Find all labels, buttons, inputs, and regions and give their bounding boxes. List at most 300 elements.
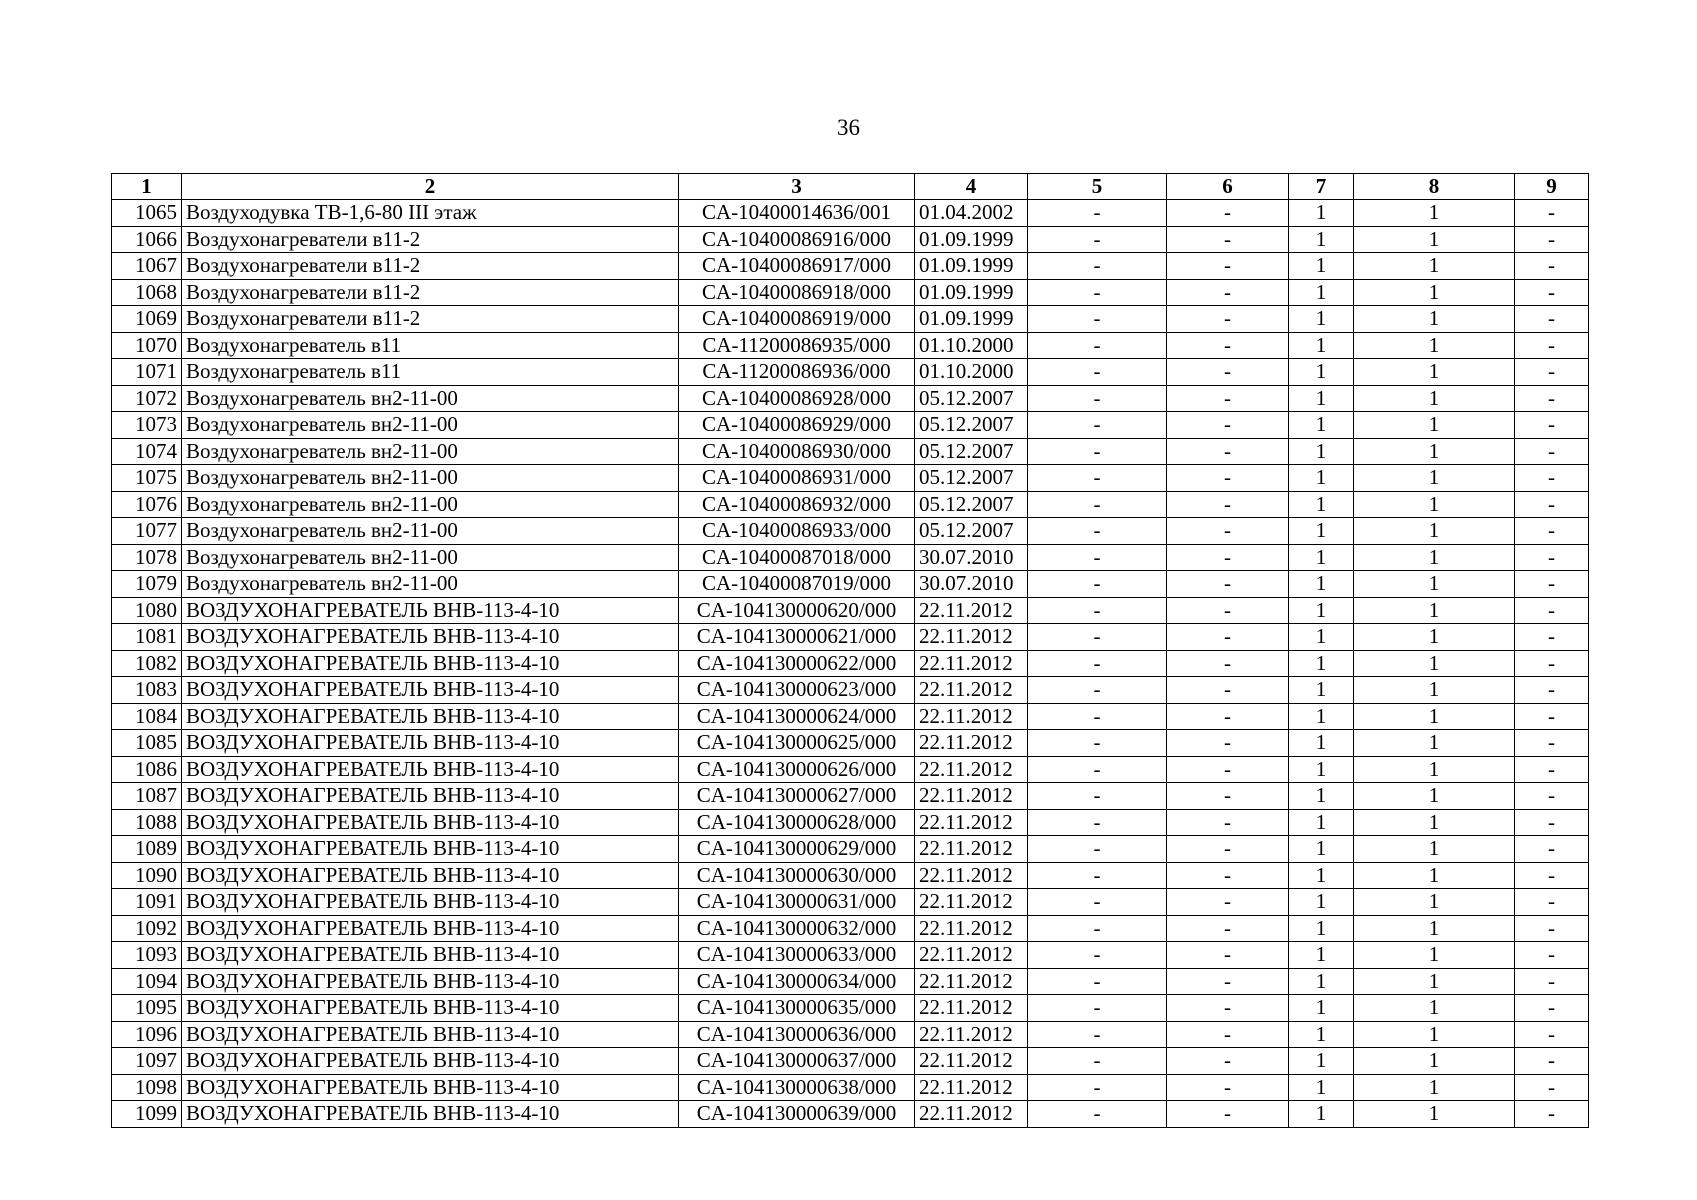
- col9-cell: -: [1515, 942, 1589, 969]
- col9-cell: -: [1515, 703, 1589, 730]
- inventory-code: CA-104130000635/000: [679, 995, 915, 1022]
- col7-cell: 1: [1289, 995, 1354, 1022]
- col6-cell: -: [1167, 438, 1289, 465]
- col5-cell: -: [1028, 968, 1167, 995]
- col5-cell: -: [1028, 200, 1167, 227]
- col6-cell: -: [1167, 756, 1289, 783]
- col5-cell: -: [1028, 412, 1167, 439]
- inventory-code: CA-104130000627/000: [679, 783, 915, 810]
- col8-cell: 1: [1354, 650, 1515, 677]
- item-name: ВОЗДУХОНАГРЕВАТЕЛЬ ВНВ-113-4-10: [182, 995, 679, 1022]
- col6-cell: -: [1167, 491, 1289, 518]
- col5-cell: -: [1028, 253, 1167, 280]
- row-number: 1077: [112, 518, 182, 545]
- row-number: 1080: [112, 597, 182, 624]
- col9-cell: -: [1515, 385, 1589, 412]
- row-number: 1078: [112, 544, 182, 571]
- col5-cell: -: [1028, 465, 1167, 492]
- col8-cell: 1: [1354, 1074, 1515, 1101]
- table-row: [112, 703, 1589, 730]
- col7-cell: 1: [1289, 438, 1354, 465]
- inventory-code: CA-10400086919/000: [679, 306, 915, 333]
- col9-cell: -: [1515, 279, 1589, 306]
- col9-cell: -: [1515, 597, 1589, 624]
- date-cell: 22.11.2012: [915, 703, 1028, 730]
- col5-cell: -: [1028, 518, 1167, 545]
- col9-cell: -: [1515, 968, 1589, 995]
- row-number: 1065: [112, 200, 182, 227]
- col9-cell: -: [1515, 306, 1589, 333]
- col8-cell: 1: [1354, 968, 1515, 995]
- col8-cell: 1: [1354, 889, 1515, 916]
- col9-cell: -: [1515, 571, 1589, 598]
- col9-cell: -: [1515, 677, 1589, 704]
- row-number: 1087: [112, 783, 182, 810]
- col5-cell: -: [1028, 650, 1167, 677]
- col7-cell: 1: [1289, 359, 1354, 386]
- table-row: [112, 624, 1589, 651]
- col6-cell: -: [1167, 915, 1289, 942]
- table-row: [112, 359, 1589, 386]
- table-row: [112, 730, 1589, 757]
- col9-cell: -: [1515, 332, 1589, 359]
- date-cell: 22.11.2012: [915, 1101, 1028, 1128]
- col7-cell: 1: [1289, 809, 1354, 836]
- table-row: [112, 809, 1589, 836]
- col6-cell: -: [1167, 730, 1289, 757]
- col6-cell: -: [1167, 942, 1289, 969]
- row-number: 1075: [112, 465, 182, 492]
- col7-cell: 1: [1289, 677, 1354, 704]
- row-number: 1086: [112, 756, 182, 783]
- row-number: 1074: [112, 438, 182, 465]
- date-cell: 01.04.2002: [915, 200, 1028, 227]
- col7-cell: 1: [1289, 1048, 1354, 1075]
- col9-cell: -: [1515, 438, 1589, 465]
- column-header: 1: [112, 174, 182, 200]
- table-row: [112, 915, 1589, 942]
- item-name: ВОЗДУХОНАГРЕВАТЕЛЬ ВНВ-113-4-10: [182, 942, 679, 969]
- col6-cell: -: [1167, 889, 1289, 916]
- col9-cell: -: [1515, 756, 1589, 783]
- row-number: 1066: [112, 226, 182, 253]
- table-body: [112, 200, 1589, 1128]
- col7-cell: 1: [1289, 279, 1354, 306]
- table-row: [112, 836, 1589, 863]
- inventory-code: CA-104130000632/000: [679, 915, 915, 942]
- item-name: ВОЗДУХОНАГРЕВАТЕЛЬ ВНВ-113-4-10: [182, 968, 679, 995]
- date-cell: 22.11.2012: [915, 809, 1028, 836]
- row-number: 1092: [112, 915, 182, 942]
- col8-cell: 1: [1354, 677, 1515, 704]
- col9-cell: -: [1515, 889, 1589, 916]
- col8-cell: 1: [1354, 836, 1515, 863]
- col9-cell: -: [1515, 783, 1589, 810]
- date-cell: 01.09.1999: [915, 279, 1028, 306]
- col5-cell: -: [1028, 862, 1167, 889]
- col7-cell: 1: [1289, 1021, 1354, 1048]
- col9-cell: -: [1515, 200, 1589, 227]
- inventory-code: CA-104130000634/000: [679, 968, 915, 995]
- table-row: [112, 279, 1589, 306]
- table-row: [112, 1048, 1589, 1075]
- col8-cell: 1: [1354, 279, 1515, 306]
- row-number: 1099: [112, 1101, 182, 1128]
- col9-cell: -: [1515, 465, 1589, 492]
- col8-cell: 1: [1354, 306, 1515, 333]
- inventory-code: CA-104130000637/000: [679, 1048, 915, 1075]
- col6-cell: -: [1167, 862, 1289, 889]
- col6-cell: -: [1167, 1021, 1289, 1048]
- table-row: [112, 332, 1589, 359]
- item-name: Воздухонагреватель вн2-11-00: [182, 518, 679, 545]
- col5-cell: -: [1028, 677, 1167, 704]
- date-cell: 22.11.2012: [915, 756, 1028, 783]
- date-cell: 22.11.2012: [915, 968, 1028, 995]
- col5-cell: -: [1028, 836, 1167, 863]
- date-cell: 05.12.2007: [915, 438, 1028, 465]
- col6-cell: -: [1167, 544, 1289, 571]
- col8-cell: 1: [1354, 1101, 1515, 1128]
- col9-cell: -: [1515, 226, 1589, 253]
- table-row: [112, 597, 1589, 624]
- inventory-code: CA-10400086918/000: [679, 279, 915, 306]
- row-number: 1089: [112, 836, 182, 863]
- date-cell: 01.09.1999: [915, 226, 1028, 253]
- col5-cell: -: [1028, 703, 1167, 730]
- col8-cell: 1: [1354, 571, 1515, 598]
- col8-cell: 1: [1354, 226, 1515, 253]
- table-row: [112, 571, 1589, 598]
- row-number: 1091: [112, 889, 182, 916]
- col5-cell: -: [1028, 624, 1167, 651]
- inventory-code: CA-10400086930/000: [679, 438, 915, 465]
- col7-cell: 1: [1289, 518, 1354, 545]
- date-cell: 22.11.2012: [915, 862, 1028, 889]
- col8-cell: 1: [1354, 597, 1515, 624]
- inventory-code: CA-104130000622/000: [679, 650, 915, 677]
- col9-cell: -: [1515, 1074, 1589, 1101]
- col8-cell: 1: [1354, 200, 1515, 227]
- item-name: Воздухонагреватели в11-2: [182, 279, 679, 306]
- col8-cell: 1: [1354, 756, 1515, 783]
- item-name: Воздухонагреватель в11: [182, 359, 679, 386]
- col6-cell: -: [1167, 677, 1289, 704]
- col6-cell: -: [1167, 465, 1289, 492]
- date-cell: 22.11.2012: [915, 915, 1028, 942]
- col5-cell: -: [1028, 306, 1167, 333]
- column-header: 8: [1354, 174, 1515, 200]
- table-row: [112, 783, 1589, 810]
- col8-cell: 1: [1354, 491, 1515, 518]
- item-name: ВОЗДУХОНАГРЕВАТЕЛЬ ВНВ-113-4-10: [182, 703, 679, 730]
- column-header: 9: [1515, 174, 1589, 200]
- column-header: 7: [1289, 174, 1354, 200]
- page-number: 36: [837, 115, 860, 140]
- row-number: 1096: [112, 1021, 182, 1048]
- col5-cell: -: [1028, 1074, 1167, 1101]
- column-header: 3: [679, 174, 915, 200]
- col5-cell: -: [1028, 491, 1167, 518]
- col8-cell: 1: [1354, 544, 1515, 571]
- inventory-code: CA-104130000629/000: [679, 836, 915, 863]
- table-row: [112, 544, 1589, 571]
- col7-cell: 1: [1289, 1074, 1354, 1101]
- inventory-code: CA-104130000628/000: [679, 809, 915, 836]
- col7-cell: 1: [1289, 544, 1354, 571]
- inventory-code: CA-11200086935/000: [679, 332, 915, 359]
- inventory-code: CA-10400086931/000: [679, 465, 915, 492]
- item-name: Воздухонагреватели в11-2: [182, 306, 679, 333]
- inventory-code: CA-10400014636/001: [679, 200, 915, 227]
- col8-cell: 1: [1354, 915, 1515, 942]
- col5-cell: -: [1028, 1021, 1167, 1048]
- col6-cell: -: [1167, 703, 1289, 730]
- table-row: [112, 677, 1589, 704]
- date-cell: 22.11.2012: [915, 995, 1028, 1022]
- table-row: [112, 200, 1589, 227]
- row-number: 1093: [112, 942, 182, 969]
- inventory-code: CA-10400086932/000: [679, 491, 915, 518]
- table-row: [112, 1074, 1589, 1101]
- col7-cell: 1: [1289, 730, 1354, 757]
- col7-cell: 1: [1289, 200, 1354, 227]
- col8-cell: 1: [1354, 359, 1515, 386]
- col5-cell: -: [1028, 544, 1167, 571]
- col7-cell: 1: [1289, 597, 1354, 624]
- col5-cell: -: [1028, 359, 1167, 386]
- col7-cell: 1: [1289, 650, 1354, 677]
- inventory-code: CA-104130000636/000: [679, 1021, 915, 1048]
- row-number: 1071: [112, 359, 182, 386]
- date-cell: 01.09.1999: [915, 253, 1028, 280]
- table-row: [112, 226, 1589, 253]
- col5-cell: -: [1028, 279, 1167, 306]
- inventory-code: CA-10400087018/000: [679, 544, 915, 571]
- col9-cell: -: [1515, 862, 1589, 889]
- col9-cell: -: [1515, 995, 1589, 1022]
- table-row: [112, 412, 1589, 439]
- col6-cell: -: [1167, 571, 1289, 598]
- column-header: 2: [182, 174, 679, 200]
- table-row: [112, 306, 1589, 333]
- col6-cell: -: [1167, 597, 1289, 624]
- col6-cell: -: [1167, 200, 1289, 227]
- item-name: Воздухонагреватели в11-2: [182, 253, 679, 280]
- col6-cell: -: [1167, 226, 1289, 253]
- date-cell: 22.11.2012: [915, 942, 1028, 969]
- table-row: [112, 518, 1589, 545]
- row-number: 1082: [112, 650, 182, 677]
- col6-cell: -: [1167, 624, 1289, 651]
- col8-cell: 1: [1354, 783, 1515, 810]
- col9-cell: -: [1515, 624, 1589, 651]
- row-number: 1084: [112, 703, 182, 730]
- col8-cell: 1: [1354, 1021, 1515, 1048]
- col5-cell: -: [1028, 783, 1167, 810]
- table-row: [112, 650, 1589, 677]
- row-number: 1068: [112, 279, 182, 306]
- inventory-code: CA-104130000630/000: [679, 862, 915, 889]
- col5-cell: -: [1028, 942, 1167, 969]
- date-cell: 01.10.2000: [915, 332, 1028, 359]
- inventory-code: CA-104130000621/000: [679, 624, 915, 651]
- col6-cell: -: [1167, 332, 1289, 359]
- col6-cell: -: [1167, 783, 1289, 810]
- col5-cell: -: [1028, 438, 1167, 465]
- col6-cell: -: [1167, 412, 1289, 439]
- col7-cell: 1: [1289, 783, 1354, 810]
- inventory-code: CA-10400086933/000: [679, 518, 915, 545]
- inventory-code: CA-104130000638/000: [679, 1074, 915, 1101]
- inventory-code: CA-104130000620/000: [679, 597, 915, 624]
- table-row: [112, 465, 1589, 492]
- item-name: ВОЗДУХОНАГРЕВАТЕЛЬ ВНВ-113-4-10: [182, 915, 679, 942]
- col9-cell: -: [1515, 1101, 1589, 1128]
- item-name: ВОЗДУХОНАГРЕВАТЕЛЬ ВНВ-113-4-10: [182, 783, 679, 810]
- row-number: 1095: [112, 995, 182, 1022]
- row-number: 1079: [112, 571, 182, 598]
- col7-cell: 1: [1289, 332, 1354, 359]
- date-cell: 05.12.2007: [915, 465, 1028, 492]
- item-name: ВОЗДУХОНАГРЕВАТЕЛЬ ВНВ-113-4-10: [182, 597, 679, 624]
- col6-cell: -: [1167, 995, 1289, 1022]
- table-row: [112, 438, 1589, 465]
- col5-cell: -: [1028, 332, 1167, 359]
- inventory-code: CA-11200086936/000: [679, 359, 915, 386]
- item-name: ВОЗДУХОНАГРЕВАТЕЛЬ ВНВ-113-4-10: [182, 677, 679, 704]
- inventory-code: CA-10400086917/000: [679, 253, 915, 280]
- item-name: Воздухонагреватель вн2-11-00: [182, 412, 679, 439]
- inventory-code: CA-104130000639/000: [679, 1101, 915, 1128]
- item-name: Воздухонагреватель в11: [182, 332, 679, 359]
- col7-cell: 1: [1289, 306, 1354, 333]
- row-number: 1090: [112, 862, 182, 889]
- col5-cell: -: [1028, 1048, 1167, 1075]
- col8-cell: 1: [1354, 438, 1515, 465]
- inventory-code: CA-10400086929/000: [679, 412, 915, 439]
- date-cell: 22.11.2012: [915, 597, 1028, 624]
- col8-cell: 1: [1354, 862, 1515, 889]
- col6-cell: -: [1167, 1074, 1289, 1101]
- col9-cell: -: [1515, 544, 1589, 571]
- col7-cell: 1: [1289, 889, 1354, 916]
- col9-cell: -: [1515, 1021, 1589, 1048]
- inventory-code: CA-10400086916/000: [679, 226, 915, 253]
- row-number: 1088: [112, 809, 182, 836]
- col5-cell: -: [1028, 226, 1167, 253]
- item-name: ВОЗДУХОНАГРЕВАТЕЛЬ ВНВ-113-4-10: [182, 1074, 679, 1101]
- item-name: ВОЗДУХОНАГРЕВАТЕЛЬ ВНВ-113-4-10: [182, 624, 679, 651]
- col9-cell: -: [1515, 809, 1589, 836]
- column-header: 6: [1167, 174, 1289, 200]
- date-cell: 22.11.2012: [915, 1021, 1028, 1048]
- col8-cell: 1: [1354, 995, 1515, 1022]
- inventory-code: CA-104130000624/000: [679, 703, 915, 730]
- col7-cell: 1: [1289, 756, 1354, 783]
- col8-cell: 1: [1354, 412, 1515, 439]
- date-cell: 22.11.2012: [915, 624, 1028, 651]
- row-number: 1094: [112, 968, 182, 995]
- date-cell: 22.11.2012: [915, 730, 1028, 757]
- item-name: ВОЗДУХОНАГРЕВАТЕЛЬ ВНВ-113-4-10: [182, 1048, 679, 1075]
- col9-cell: -: [1515, 491, 1589, 518]
- inventory-code: CA-10400086928/000: [679, 385, 915, 412]
- item-name: ВОЗДУХОНАГРЕВАТЕЛЬ ВНВ-113-4-10: [182, 862, 679, 889]
- item-name: ВОЗДУХОНАГРЕВАТЕЛЬ ВНВ-113-4-10: [182, 836, 679, 863]
- item-name: ВОЗДУХОНАГРЕВАТЕЛЬ ВНВ-113-4-10: [182, 730, 679, 757]
- table-row: [112, 942, 1589, 969]
- col7-cell: 1: [1289, 465, 1354, 492]
- col6-cell: -: [1167, 836, 1289, 863]
- item-name: Воздухонагреватель вн2-11-00: [182, 571, 679, 598]
- item-name: Воздухонагреватель вн2-11-00: [182, 385, 679, 412]
- col5-cell: -: [1028, 1101, 1167, 1128]
- date-cell: 05.12.2007: [915, 518, 1028, 545]
- inventory-code: CA-104130000623/000: [679, 677, 915, 704]
- table-row: [112, 385, 1589, 412]
- col6-cell: -: [1167, 518, 1289, 545]
- item-name: ВОЗДУХОНАГРЕВАТЕЛЬ ВНВ-113-4-10: [182, 889, 679, 916]
- inventory-code: CA-104130000633/000: [679, 942, 915, 969]
- col5-cell: -: [1028, 995, 1167, 1022]
- date-cell: 05.12.2007: [915, 491, 1028, 518]
- col6-cell: -: [1167, 1048, 1289, 1075]
- col7-cell: 1: [1289, 253, 1354, 280]
- col8-cell: 1: [1354, 385, 1515, 412]
- table-row: [112, 968, 1589, 995]
- column-header: 4: [915, 174, 1028, 200]
- date-cell: 30.07.2010: [915, 544, 1028, 571]
- item-name: ВОЗДУХОНАГРЕВАТЕЛЬ ВНВ-113-4-10: [182, 809, 679, 836]
- column-header: 5: [1028, 174, 1167, 200]
- col6-cell: -: [1167, 809, 1289, 836]
- table-row: [112, 862, 1589, 889]
- col9-cell: -: [1515, 836, 1589, 863]
- col6-cell: -: [1167, 306, 1289, 333]
- col9-cell: -: [1515, 1048, 1589, 1075]
- date-cell: 22.11.2012: [915, 677, 1028, 704]
- col8-cell: 1: [1354, 1048, 1515, 1075]
- col9-cell: -: [1515, 412, 1589, 439]
- row-number: 1069: [112, 306, 182, 333]
- col8-cell: 1: [1354, 518, 1515, 545]
- date-cell: 01.09.1999: [915, 306, 1028, 333]
- item-name: Воздухонагреватель вн2-11-00: [182, 465, 679, 492]
- col7-cell: 1: [1289, 412, 1354, 439]
- col7-cell: 1: [1289, 836, 1354, 863]
- row-number: 1098: [112, 1074, 182, 1101]
- col9-cell: -: [1515, 253, 1589, 280]
- inventory-code: CA-104130000626/000: [679, 756, 915, 783]
- col9-cell: -: [1515, 730, 1589, 757]
- row-number: 1073: [112, 412, 182, 439]
- date-cell: 01.10.2000: [915, 359, 1028, 386]
- col9-cell: -: [1515, 359, 1589, 386]
- col5-cell: -: [1028, 597, 1167, 624]
- col7-cell: 1: [1289, 703, 1354, 730]
- col7-cell: 1: [1289, 915, 1354, 942]
- table-row: [112, 1021, 1589, 1048]
- row-number: 1085: [112, 730, 182, 757]
- row-number: 1083: [112, 677, 182, 704]
- table-row: [112, 756, 1589, 783]
- col8-cell: 1: [1354, 942, 1515, 969]
- col8-cell: 1: [1354, 253, 1515, 280]
- col8-cell: 1: [1354, 332, 1515, 359]
- row-number: 1081: [112, 624, 182, 651]
- row-number: 1067: [112, 253, 182, 280]
